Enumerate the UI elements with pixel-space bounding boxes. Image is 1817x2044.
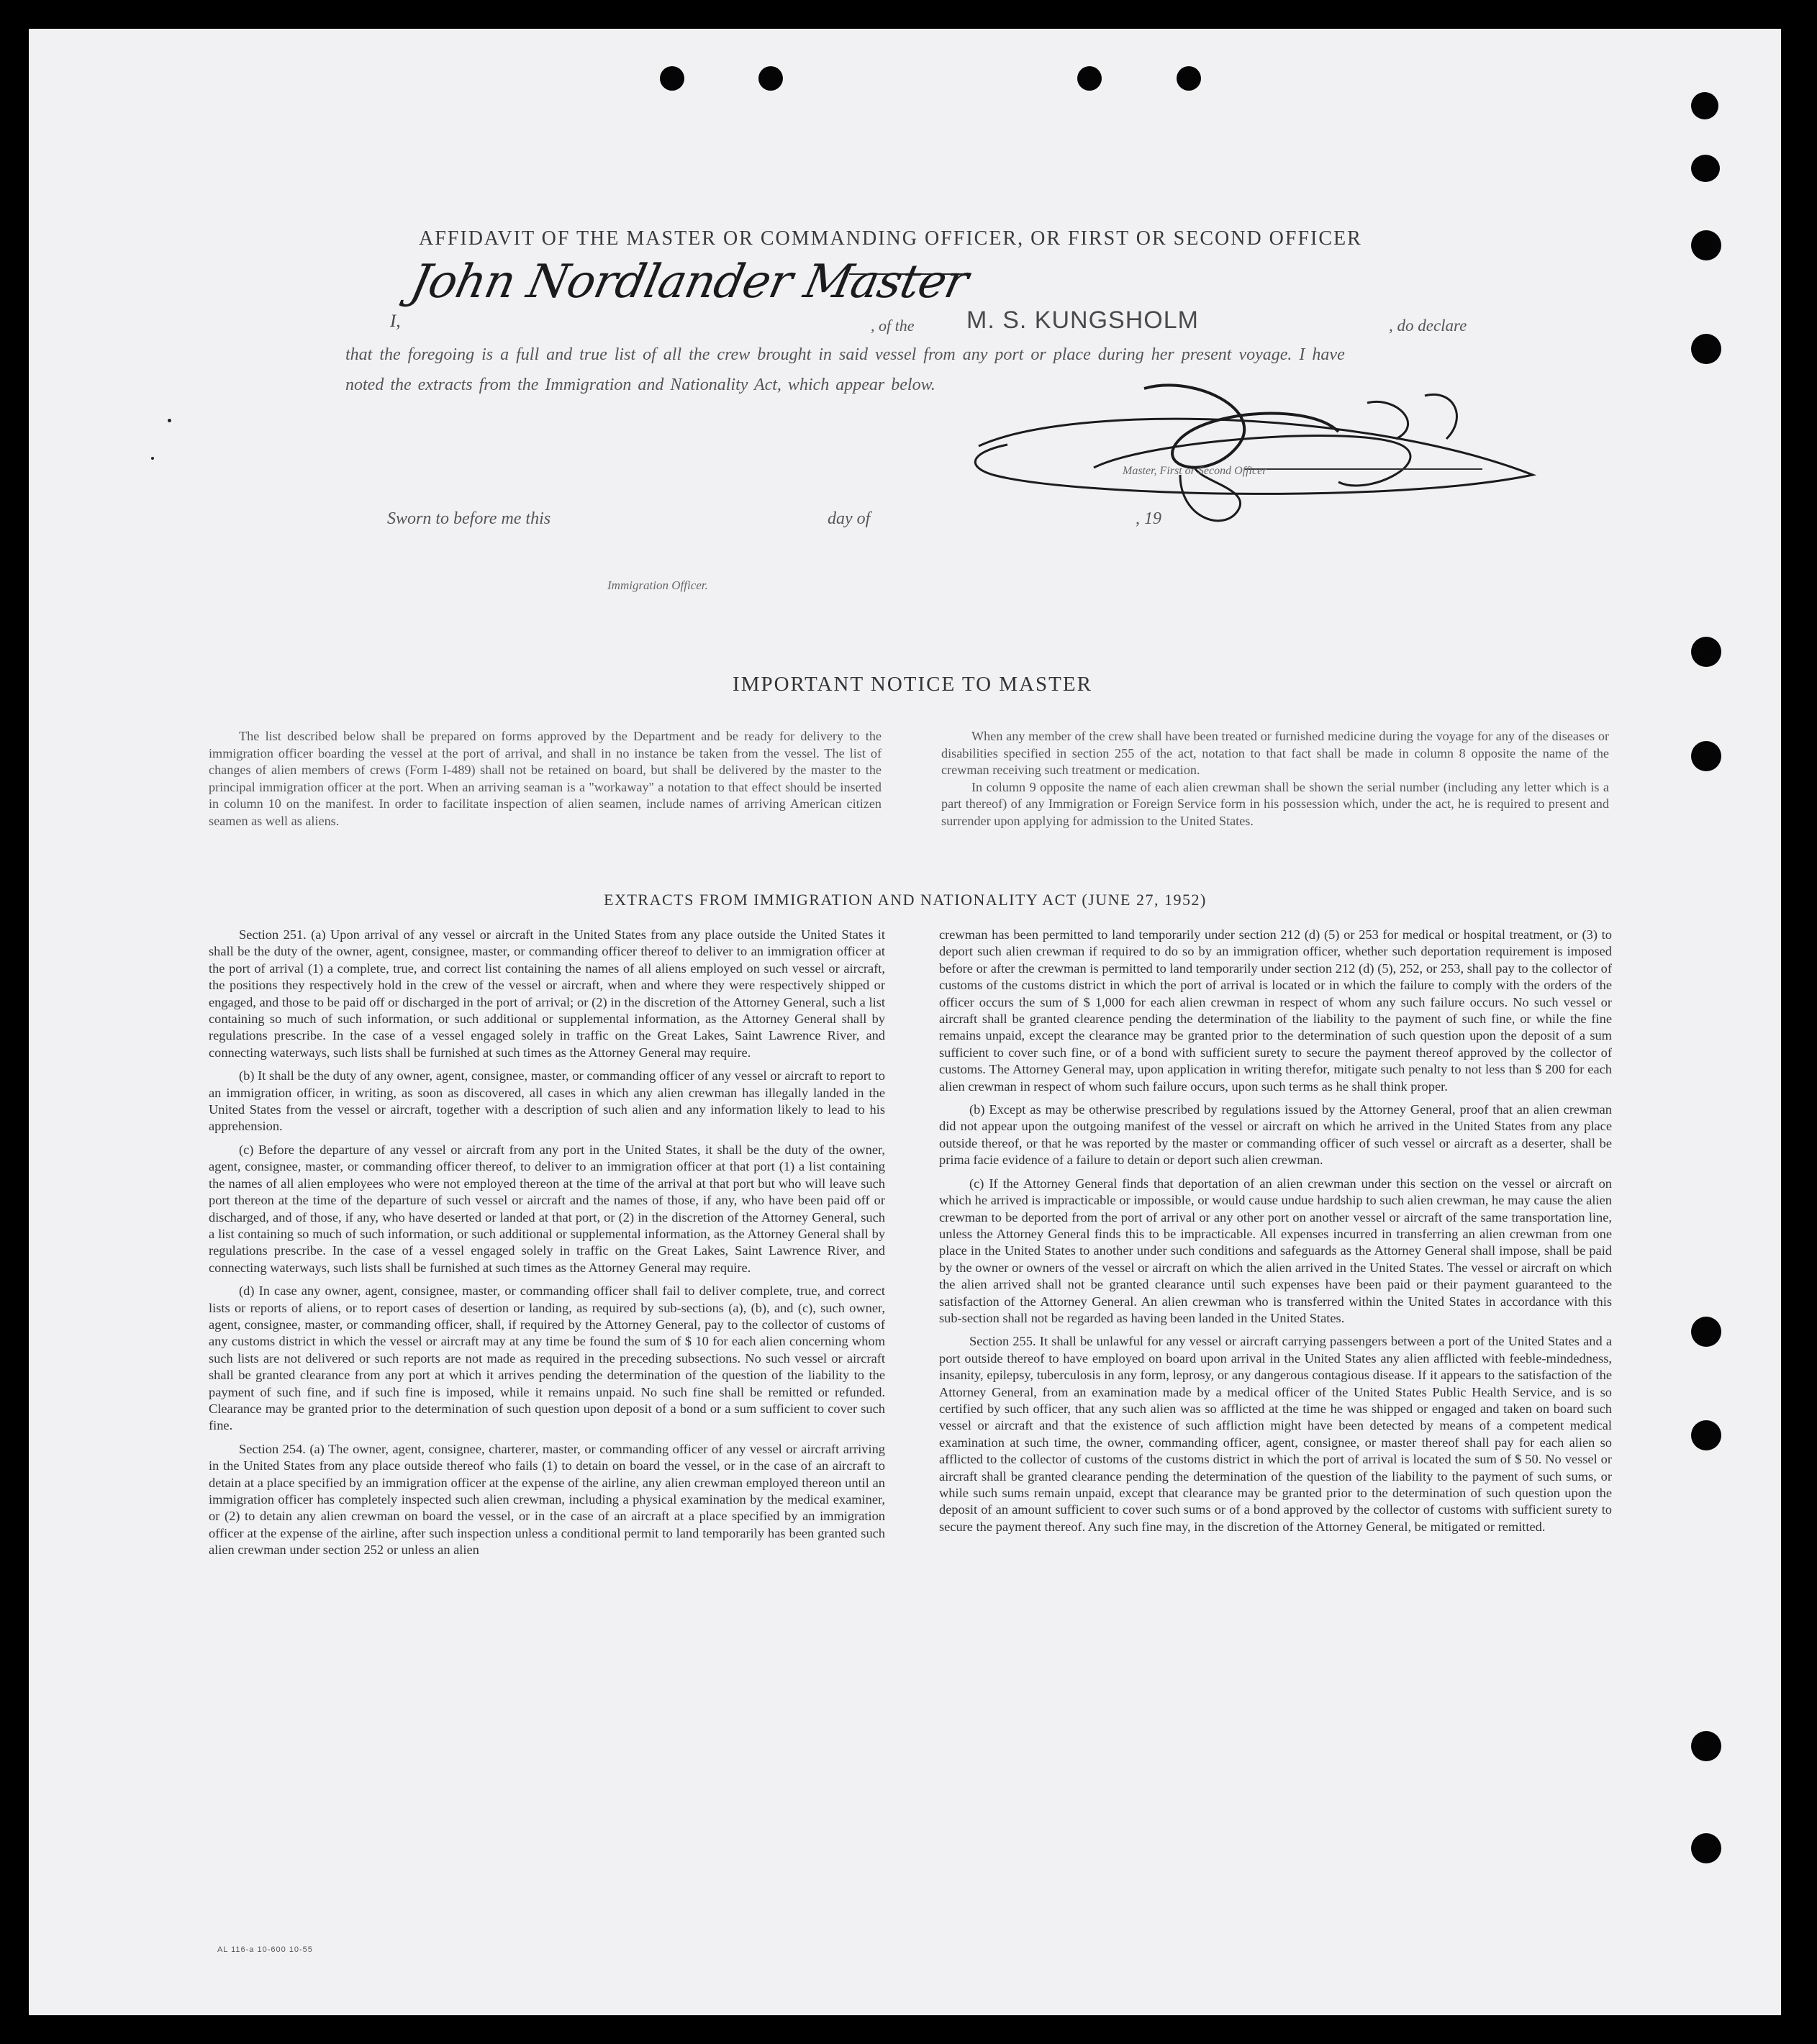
- extract-paragraph: (b) It shall be the duty of any owner, agent, consignee, master, or commanding officer of any vessel or aircraft to report to an immigration officer, in writing, as soon as discovered, all cases in which any alien crewman has illegally landed in the United States from the vessel or aircraft, together with a description of such alien and any information likely to lead to his apprehension.: [209, 1068, 885, 1134]
- punch-hole: [1077, 66, 1102, 91]
- handwritten-master-name: John Nordlander Master: [406, 255, 973, 309]
- punch-hole: [1691, 92, 1718, 119]
- punch-hole: [660, 66, 684, 91]
- notice-paragraph: The list described below shall be prepared on forms approved by the Department and be ready for delivery to the immigration officer boarding the vessel at the port of arrival, and shall in no instance be taken from the vessel. The list of changes of alien members of crews (Form I-489) shall not be retained on board, but shall be delivered by the master to the principal immigration officer at the port. When an arriving seaman is a "workaway" a notation to that effect should be inserted in column 10 on the manifest. In order to facilitate inspection of alien seamen, include names of arriving American citizen seamen as well as aliens.: [209, 729, 882, 828]
- punch-hole: [1691, 230, 1721, 260]
- punch-hole: [1691, 741, 1721, 771]
- punch-hole: [758, 66, 783, 91]
- notice-paragraph: When any member of the crew shall have been treated or furnished medicine during the voyage for any of the diseases or disabilities specified in section 255 of the act, notation to that fact shall be made in column 8 opposite the name of the crewman receiving such treatment or medication.: [941, 729, 1609, 777]
- sworn-label: Sworn to before me this: [387, 509, 551, 528]
- punch-hole: [1691, 334, 1721, 364]
- declaration-line: that the foregoing is a full and true list of all the crew brought in said vessel from any port or place during her present voyage. I have: [345, 345, 1345, 364]
- declaration-line: noted the extracts from the Immigration and Nationality Act, which appear below.: [345, 376, 935, 394]
- extracts-right-column: [939, 927, 1612, 1542]
- notice-title: IMPORTANT NOTICE TO MASTER: [733, 673, 1092, 696]
- speck: [151, 457, 154, 460]
- extracts-title: EXTRACTS FROM IMMIGRATION AND NATIONALITY ACT (JUNE 27, 1952): [604, 891, 1207, 909]
- extract-paragraph: (c) If the Attorney General finds that deportation of an alien crewman under this section on the vessel or aircraft on which he arrived is impracticable or impossible, or would cause undue hardship to such alien crewman, he may cause the alien crewman to be deported from the port of arrival or any other port on another vessel or aircraft of the same transportation line, unless the Attorney General finds this to be impracticable. All expenses incurred in transferring an alien crewman from one place in the United States to another under such conditions and safeguards as the Attorney General shall impose, shall be paid by the owner or owners of the vessel or aircraft on which the alien arrived in the United States. The vessel or aircraft on which the alien arrived shall not be granted clearance until such expenses have been paid or their payment guaranteed to the satisfaction of the Attorney General. An alien crewman who is transferred within the United States in accordance with this sub-section shall not be regarded as having been landed in the United States.: [939, 1176, 1612, 1325]
- label-of-the: , of the: [871, 317, 915, 335]
- extract-paragraph: crewman has been permitted to land temporarily under section 212 (d) (5) or 253 for medical or hospital treatment, or (3) to deport such alien crewman if required to do so by an immigration officer, whether such deportation requirement is imposed before or after the crewman is permitted to land temporarily under section 212 (d) (5), 252, or 253, shall pay to the collector of customs of the customs district in which the port of arrival is located or in which the failure to comply with the orders of the officer occurs the sum of $ 1,000 for each alien crewman in respect of whom any such failure occurs. No such vessel or aircraft shall be granted clearence pending the determination of the liability to the payment of such fine, or while the fine remains unpaid, except the clearance may be granted prior to the determination of such question upon the deposit of a sum sufficient to cover such fine, or of a bond with sufficient surety to secure the payment thereof approved by the collector of customs. The Attorney General may, upon application in writing therefor, mitigate such penalty to not less than $ 200 for each alien crewman in respect of whom such failure occurs, upon such terms as he shall think proper.: [939, 927, 1612, 1094]
- vessel-name-stamp: M. S. KUNGSHOLM: [966, 306, 1199, 334]
- extract-paragraph: (d) In case any owner, agent, consignee, master, or commanding officer shall fail to deliver complete, true, and correct lists or reports of aliens, or to report cases of desertion or landing, as required by sub-sections (a), (b), and (c), such owner, agent, consignee, master, or commanding officer, shall, if required by the Attorney General, pay to the collector of customs of any customs district in which the vessel or aircraft may at any time be found the sum of $ 10 for each alien concerning whom such lists are not delivered or such reports are not made as required in the preceding subsections. No such vessel or aircraft shall be granted clearance from any port at which it arrives pending the determination of the question of the liability to the payment of such fine, and if such fine is imposed, while it remains unpaid. No such fine shall be remitted or refunded. Clearance may be granted prior to the determination of such question upon deposit of a bond or a sum sufficient to cover such fine.: [209, 1284, 885, 1433]
- form-number: AL 116-a 10-600 10-55: [217, 1945, 313, 1954]
- punch-hole: [1691, 1833, 1721, 1863]
- extract-paragraph: Section 254. (a) The owner, agent, consignee, charterer, master, or commanding officer of any vessel or aircraft arriving in the United States from any place outside thereof who fails (1) to detain on board the vessel, or in the case of an aircraft to detain at a place specified by an immigration officer at the expense of the airline, any alien crewman employed thereon until an immigration officer has completely inspected such alien crewman, including a physical examination by the medical examiner, or (2) to detain any alien crewman on board the vessel, or in the case of an aircraft at a place specified by an immigration officer at the expense of the airline, after such inspection unless a conditional permit to land temporarily has been granted such alien crewman under section 252 or unless an alien: [209, 1441, 885, 1558]
- extract-paragraph: Section 255. It shall be unlawful for any vessel or aircraft carrying passengers between a port of the United States and a port outside thereof to have employed on board upon arrival in the United States any alien afflicted with feeble-mindedness, insanity, epilepsy, tuberculosis in any form, leprosy, or any dangerous contagious disease. If it appears to the satisfaction of the Attorney General, from an examination made by a medical officer of the United States Public Health Service, and is so certified by such officer, that any such alien was so afflicted at the time he was shipped or engaged and taken on board such vessel or aircraft and that the existence of such affliction might have been detected by means of a competent medical examination at such time, the owner, commanding officer, agent, consignee, or master thereof shall pay for each alien so afflicted to the collector of customs of the customs district in which the port of arrival is located the sum of $ 50. No vessel or aircraft shall be granted clearance pending the determination of the question of the liability to the payment of such sums, or while such sums remain unpaid, except that clearance may be granted prior to the determination of such question upon the deposit of an amount sufficient to cover such sums or of a bond approved by the collector of customs with sufficient surety to secure the payment thereof. Any such fine may, in the discretion of the Attorney General, be mitigated or remitted.: [939, 1334, 1612, 1534]
- year-label: , 19: [1136, 509, 1161, 528]
- punch-hole: [1691, 155, 1720, 182]
- day-of-label: day of: [828, 509, 871, 528]
- punch-hole: [1691, 1420, 1721, 1450]
- label-do-declare: , do declare: [1389, 317, 1467, 335]
- notice-right-column: [941, 728, 1609, 830]
- punch-hole: [1691, 1317, 1721, 1347]
- punch-hole: [1691, 1731, 1721, 1761]
- immigration-officer-label: Immigration Officer.: [607, 578, 708, 592]
- punch-hole: [1177, 66, 1201, 91]
- notice-left-column: [209, 728, 882, 830]
- extract-paragraph: (b) Except as may be otherwise prescribed by regulations issued by the Attorney General, proof that an alien crewman did not appear upon the outgoing manifest of the vessel or aircraft on which he arrived in the United States from any place outside thereof, or that he was reported by the master or commanding officer of such vessel or aircraft as a deserter, shall be prima facie evidence of a failure to detain or deport such alien crewman.: [939, 1102, 1612, 1168]
- document-page: [29, 29, 1781, 2015]
- extracts-left-column: [209, 927, 885, 1566]
- speck: [168, 419, 171, 422]
- extract-paragraph: (c) Before the departure of any vessel or aircraft from any port in the United States, it shall be the duty of the owner, agent, consignee, master, or commanding officer thereof, to deliver to an immigration officer at that port (1) a list containing the names of all alien employees who were not employed thereon at the time of the arrival at that port but who will leave such port thereon at the time of the departure of such vessel or aircraft and the names of those, if any, who have been paid off or discharged, and of those, if any, who have deserted or landed at that port, or (2) in the discretion of the Attorney General, such a list containing so much of such information, or such additional or supplemental information, as the Attorney General shall by regulations prescribe. In the case of a vessel engaged solely in traffic on the Great Lakes, Saint Lawrence River, and connecting waterways, such lists shall be furnished at such times as the Attorney General may require.: [209, 1142, 885, 1275]
- notice-paragraph: In column 9 opposite the name of each alien crewman shall be shown the serial number (including any letter which is a part thereof) of any Immigration or Foreign Service form in his possession which, under the act, he is required to present and surrender upon applying for admission to the United States.: [941, 779, 1609, 828]
- affidavit-title: AFFIDAVIT OF THE MASTER OR COMMANDING OFFICER, OR FIRST OR SECOND OFFICER: [419, 227, 1362, 250]
- punch-hole: [1691, 637, 1721, 667]
- signature-caption: Master, First or Second Officer: [1123, 465, 1267, 477]
- extract-paragraph: Section 251. (a) Upon arrival of any vessel or aircraft in the United States from any place outside the United States it shall be the duty of the owner, agent, consignee, master, or commanding officer thereof to deliver to an immigration officer at the port of arrival (1) a complete, true, and correct list containing the names of all aliens employed on such vessel or aircraft, the positions they respectively hold in the crew of the vessel or aircraft, when and where they were respectively shipped or engaged, and those to be paid off or discharged in the port of arrival; or (2) in the discretion of the Attorney General, such a list containing so much of such information, or such additional or supplemental information, as the Attorney General shall by regulations prescribe. In the case of a vessel engaged solely in traffic on the Great Lakes, Saint Lawrence River, and connecting waterways, such lists shall be furnished at such times as the Attorney General may require.: [209, 927, 885, 1060]
- label-i: I,: [390, 312, 401, 331]
- signature-flourish: [964, 360, 1554, 547]
